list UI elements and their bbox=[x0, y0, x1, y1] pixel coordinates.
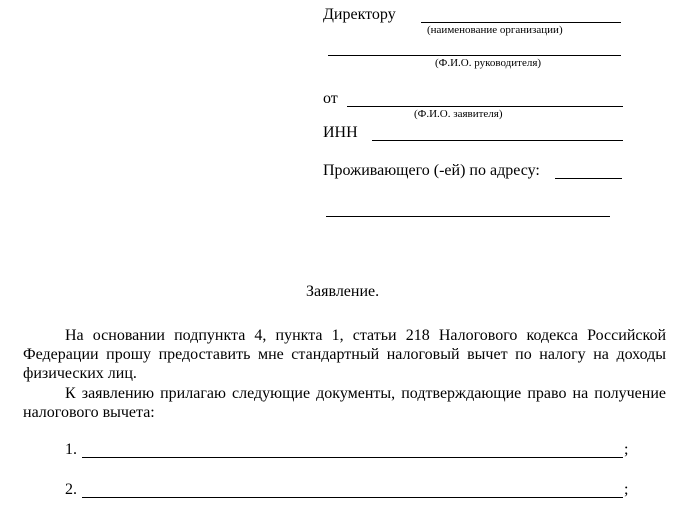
document-title: Заявление. bbox=[306, 283, 380, 300]
from-label: от bbox=[323, 90, 338, 107]
address-line-1[interactable] bbox=[555, 178, 622, 179]
doc-item-2-line[interactable] bbox=[82, 497, 623, 498]
applicant-name-caption: (Ф.И.О. заявителя) bbox=[414, 108, 503, 120]
org-name-caption: (наименование организации) bbox=[427, 24, 563, 36]
address-label: Проживающего (-ей) по адресу: bbox=[323, 162, 540, 179]
doc-item-1-end: ; bbox=[624, 441, 629, 458]
body-paragraph-1: На основании подпункта 4, пункта 1, статьи 218 Налогового кодекса Российской Федерации прошу предоставить мне стандартный налоговый вычет по налогу на доходы физических лиц. bbox=[23, 327, 666, 382]
director-label: Директору bbox=[323, 6, 396, 23]
body-paragraph-2: К заявлению прилагаю следующие документы, подтверждающие право на получение налогового вычета: bbox=[23, 385, 666, 421]
inn-label: ИНН bbox=[323, 124, 358, 141]
doc-item-1-number: 1. bbox=[65, 441, 77, 458]
head-name-line[interactable] bbox=[328, 55, 621, 56]
doc-item-2-number: 2. bbox=[65, 481, 77, 498]
doc-item-1-line[interactable] bbox=[82, 457, 623, 458]
doc-item-2-end: ; bbox=[624, 481, 629, 498]
head-name-caption: (Ф.И.О. руководителя) bbox=[435, 57, 542, 69]
address-line-2[interactable] bbox=[326, 216, 610, 217]
applicant-name-line[interactable] bbox=[347, 106, 623, 107]
inn-line[interactable] bbox=[372, 140, 623, 141]
org-name-line[interactable] bbox=[421, 22, 621, 23]
